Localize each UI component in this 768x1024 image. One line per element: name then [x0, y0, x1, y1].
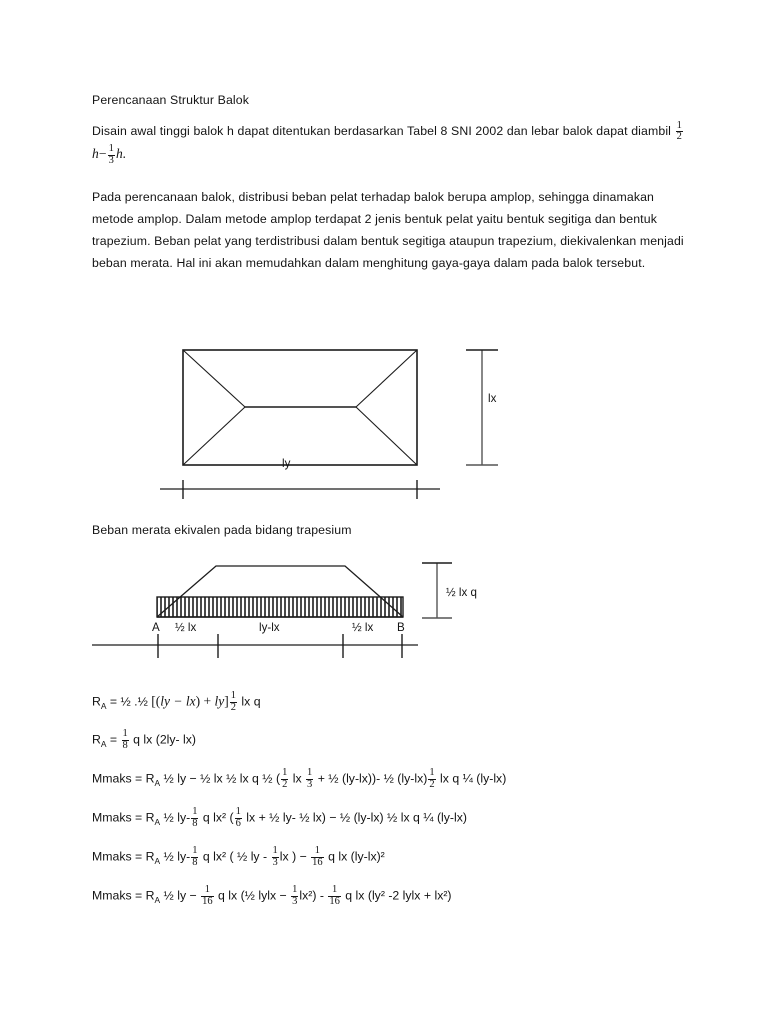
paragraph-disain-awal: [92, 120, 692, 166]
eq6-subscript: A: [154, 894, 161, 905]
eq6-part3: lx²) -: [299, 888, 328, 903]
paragraph1-text: Disain awal tinggi balok h dapat ditentukan berdasarkan Tabel 8 SNI 2002 dan lebar balok dapat diambil: [92, 124, 675, 138]
equation-Mmaks-4: [92, 885, 452, 907]
envelope-diagram: [0, 330, 768, 505]
eq1-bracket-open: [(: [151, 693, 161, 709]
eq2-equals: =: [106, 732, 121, 747]
eq6-part4: q lx (ly² -2 lylx + lx²): [341, 888, 452, 903]
eq3-fraction-2: $\frac{1}{3}$: [307, 767, 313, 790]
eq4-part3: lx + ½ ly- ½ lx) − ½ (ly-lx) ½ lx q ¼ (ly-lx): [242, 810, 467, 825]
fraction-one-third: $\frac{1}{3}$: [108, 142, 114, 166]
eq3-part3: + ½ (ly-lx))- ½ (ly-lx): [314, 771, 428, 786]
amplop-line-top-left: [183, 350, 245, 407]
eq1-ly: ly: [214, 693, 225, 709]
label-half-lx-left: ½ lx: [175, 621, 197, 634]
eq1-bracket-mid: ) +: [195, 693, 215, 709]
eq3-fraction-1: $\frac{1}{2}$: [282, 767, 288, 790]
eq6-fraction-3: $\frac{1}{16}$: [329, 884, 340, 907]
amplop-line-bottom-right: [356, 407, 417, 465]
eq1-subscript: A: [100, 700, 107, 711]
eq4-part2: q lx² (: [199, 810, 234, 825]
eq3-subscript: A: [154, 777, 161, 788]
minus-sign: −: [98, 146, 107, 162]
eq4-lhs: Mmaks = R: [92, 810, 155, 825]
eq5-fraction-3: $\frac{1}{16}$: [312, 845, 323, 868]
variable-h-1: h: [92, 146, 99, 162]
eq2-fraction: $\frac{1}{8}$: [122, 728, 128, 751]
eq1-coeff: ½ .½: [120, 694, 152, 709]
label-half-lx-q: ½ lx q: [446, 586, 477, 599]
eq6-lhs: Mmaks = R: [92, 888, 155, 903]
equation-RA-1: [92, 691, 261, 713]
eq5-part3: lx ) −: [279, 849, 311, 864]
equation-Mmaks-1: [92, 768, 506, 790]
eq1-fraction: $\frac{1}{2}$: [230, 690, 236, 713]
eq1-ly-minus-lx: ly − lx: [160, 693, 196, 709]
eq1-bracket-close: ]: [224, 693, 229, 709]
label-lx: lx: [488, 392, 497, 405]
equation-Mmaks-3: [92, 846, 385, 868]
eq6-part2: q lx (½ lylx −: [214, 888, 291, 903]
eq5-fraction-1: $\frac{1}{8}$: [192, 845, 198, 868]
eq5-fraction-2: $\frac{1}{3}$: [272, 845, 278, 868]
page-title: Perencanaan Struktur Balok: [92, 93, 249, 107]
eq6-fraction-2: $\frac{1}{3}$: [292, 884, 298, 907]
eq2-subscript: A: [100, 738, 107, 749]
label-half-lx-right: ½ lx: [352, 621, 374, 634]
amplop-line-bottom-left: [183, 407, 245, 465]
eq1-equals: =: [106, 694, 121, 709]
eq4-fraction-2: $\frac{1}{6}$: [235, 806, 241, 829]
eq5-part1: ½ ly-: [160, 849, 191, 864]
eq1-tail: lx q: [237, 694, 261, 709]
eq6-fraction-1: $\frac{1}{16}$: [202, 884, 213, 907]
load-diagram: [0, 548, 768, 663]
eq3-part2: lx: [289, 771, 306, 786]
variable-h-2: h.: [116, 146, 127, 162]
figure-caption: Beban merata ekivalen pada bidang trapesium: [92, 523, 352, 537]
eq4-fraction-1: $\frac{1}{8}$: [192, 806, 198, 829]
eq5-lhs: Mmaks = R: [92, 849, 155, 864]
equation-Mmaks-2: [92, 807, 467, 829]
uniform-load-band: [157, 597, 403, 617]
eq3-fraction-3: $\frac{1}{2}$: [429, 767, 435, 790]
eq3-part1: ½ ly − ½ lx ½ lx q ½ (: [160, 771, 281, 786]
eq3-part4: lx q ¼ (ly-lx): [436, 771, 507, 786]
label-support-A: A: [152, 621, 160, 634]
eq5-subscript: A: [154, 855, 161, 866]
amplop-line-top-right: [356, 350, 417, 407]
label-support-B: B: [397, 621, 405, 634]
fraction-one-half: $\frac{1}{2}$: [676, 119, 682, 143]
label-ly: ly: [282, 457, 291, 470]
load-diagram-svg: [0, 548, 768, 663]
eq5-part4: q lx (ly-lx)²: [324, 849, 385, 864]
eq2-lhs: R: [92, 732, 101, 747]
eq4-part1: ½ ly-: [160, 810, 191, 825]
eq6-part1: ½ ly −: [160, 888, 201, 903]
eq1-lhs: R: [92, 694, 101, 709]
equation-RA-2: [92, 729, 196, 751]
envelope-diagram-svg: [0, 330, 768, 505]
label-ly-minus-lx: ly-lx: [259, 621, 280, 634]
eq5-part2: q lx² ( ½ ly -: [199, 849, 271, 864]
eq4-subscript: A: [154, 816, 161, 827]
paragraph-metode-amplop: Pada perencanaan balok, distribusi beban pelat terhadap balok berupa amplop, sehingga dinamakan metode amplop. Dalam metode amplop terdapat 2 jenis bentuk pelat yaitu bentuk segitiga dan bentuk trapezium. Beban pelat yang terdistribusi dalam bentuk segitiga ataupun trapezium, diekivalenkan menjadi beban merata. Hal ini akan memudahkan dalam menghitung gaya-gaya dalam pada balok tersebut.: [92, 190, 684, 270]
eq2-tail: q lx (2ly- lx): [129, 732, 197, 747]
eq3-lhs: Mmaks = R: [92, 771, 155, 786]
